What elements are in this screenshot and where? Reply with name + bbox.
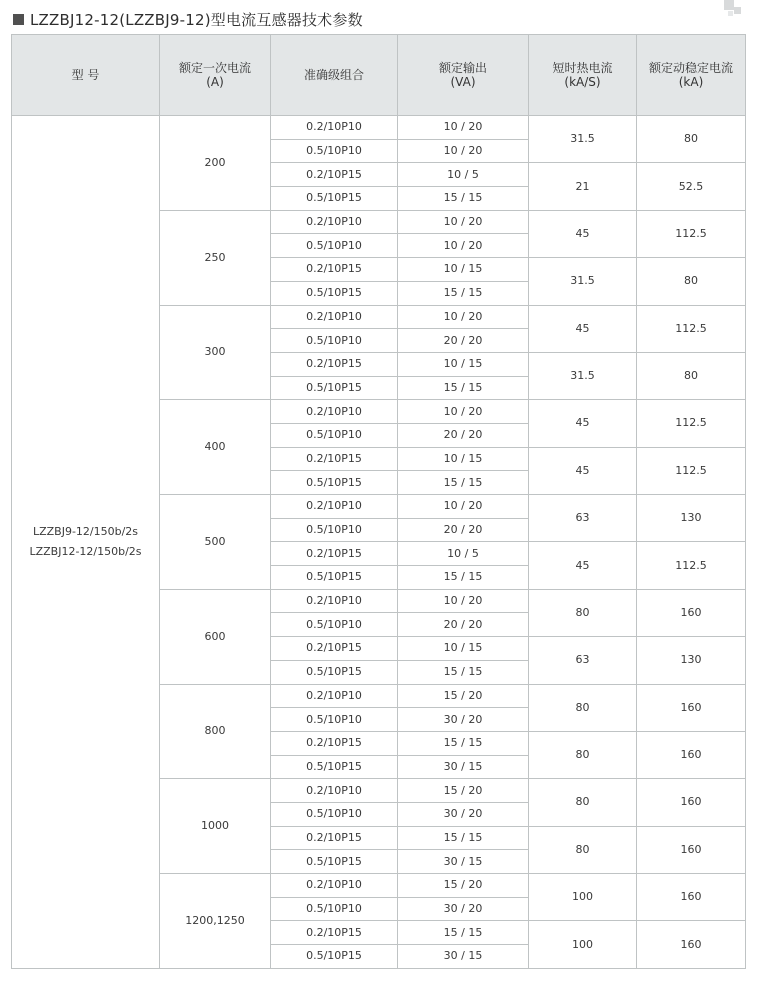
accuracy-cell: 0.2/10P15 [271,921,398,945]
accuracy-cell: 0.5/10P10 [271,139,398,163]
output-cell: 30 / 20 [398,708,529,732]
accuracy-cell: 0.2/10P15 [271,447,398,471]
accuracy-cell: 0.5/10P10 [271,423,398,447]
table-header-row [12,35,746,116]
output-cell: 15 / 15 [398,731,529,755]
dynamic-current-cell: 130 [637,637,746,684]
page-title [13,9,363,29]
output-cell: 15 / 15 [398,921,529,945]
output-cell: 15 / 20 [398,684,529,708]
dynamic-current-cell: 160 [637,779,746,826]
primary-current-cell: 200 [160,116,271,211]
output-cell: 15 / 15 [398,281,529,305]
accuracy-cell: 0.5/10P10 [271,708,398,732]
output-cell: 10 / 20 [398,305,529,329]
accuracy-cell: 0.2/10P10 [271,589,398,613]
accuracy-cell: 0.5/10P15 [271,471,398,495]
thermal-current-cell: 80 [529,731,637,778]
output-cell: 20 / 20 [398,613,529,637]
thermal-current-cell: 31.5 [529,352,637,399]
thermal-current-cell: 45 [529,400,637,447]
thermal-current-cell: 80 [529,779,637,826]
thermal-current-cell: 100 [529,874,637,921]
thermal-current-cell: 80 [529,684,637,731]
accuracy-cell: 0.5/10P15 [271,850,398,874]
dynamic-current-cell: 80 [637,352,746,399]
output-cell: 30 / 15 [398,945,529,969]
output-cell: 15 / 20 [398,874,529,898]
accuracy-cell: 0.2/10P15 [271,542,398,566]
output-cell: 10 / 20 [398,400,529,424]
thermal-current-cell: 100 [529,921,637,968]
output-cell: 10 / 5 [398,542,529,566]
output-cell: 10 / 20 [398,589,529,613]
primary-current-cell: 800 [160,684,271,779]
accuracy-cell: 0.2/10P10 [271,684,398,708]
accuracy-cell: 0.5/10P10 [271,518,398,542]
primary-current-cell: 300 [160,305,271,400]
accuracy-cell: 0.2/10P15 [271,731,398,755]
accuracy-cell: 0.5/10P15 [271,187,398,211]
output-cell: 10 / 15 [398,447,529,471]
accuracy-cell: 0.5/10P10 [271,613,398,637]
output-cell: 15 / 15 [398,376,529,400]
dynamic-current-cell: 130 [637,495,746,542]
dynamic-current-cell: 112.5 [637,542,746,589]
accuracy-cell: 0.5/10P15 [271,281,398,305]
thermal-current-cell: 45 [529,542,637,589]
primary-current-cell: 250 [160,210,271,305]
thermal-current-cell: 63 [529,495,637,542]
dynamic-current-cell: 160 [637,874,746,921]
output-cell: 15 / 15 [398,826,529,850]
accuracy-cell: 0.5/10P10 [271,802,398,826]
dynamic-current-cell: 80 [637,116,746,163]
output-cell: 15 / 15 [398,471,529,495]
accuracy-cell: 0.2/10P10 [271,495,398,519]
output-cell: 20 / 20 [398,423,529,447]
output-cell: 15 / 15 [398,187,529,211]
dynamic-current-cell: 160 [637,684,746,731]
header-primary-current: 额定一次电流 (A) [160,35,271,116]
dynamic-current-cell: 160 [637,589,746,636]
model-line: LZZBJ12-12/150b/2s [29,544,142,558]
accuracy-cell: 0.5/10P15 [271,945,398,969]
output-cell: 20 / 20 [398,329,529,353]
square-bullet-icon [13,14,24,25]
accuracy-cell: 0.2/10P10 [271,874,398,898]
accuracy-cell: 0.5/10P15 [271,660,398,684]
output-cell: 10 / 15 [398,637,529,661]
output-cell: 10 / 15 [398,352,529,376]
output-cell: 30 / 20 [398,802,529,826]
accuracy-cell: 0.2/10P15 [271,258,398,282]
page-title-text: LZZBJ12-12(LZZBJ9-12)型电流互感器技术参数 [30,10,363,29]
output-cell: 30 / 15 [398,755,529,779]
output-cell: 10 / 20 [398,234,529,258]
primary-current-cell: 400 [160,400,271,495]
output-cell: 10 / 20 [398,139,529,163]
accuracy-cell: 0.5/10P10 [271,897,398,921]
output-cell: 15 / 15 [398,660,529,684]
output-cell: 10 / 20 [398,210,529,234]
output-cell: 15 / 20 [398,779,529,803]
header-dynamic-current: 额定动稳定电流 (kA) [637,35,746,116]
thermal-current-cell: 45 [529,305,637,352]
dynamic-current-cell: 112.5 [637,400,746,447]
primary-current-cell: 1000 [160,779,271,874]
accuracy-cell: 0.5/10P15 [271,566,398,590]
header-accuracy: 准确级组合 [271,35,398,116]
model-cell [12,116,160,969]
thermal-current-cell: 45 [529,210,637,257]
corner-decoration-icon [724,0,744,16]
accuracy-cell: 0.2/10P15 [271,826,398,850]
accuracy-cell: 0.2/10P15 [271,352,398,376]
output-cell: 30 / 20 [398,897,529,921]
thermal-current-cell: 45 [529,447,637,494]
primary-current-cell: 1200,1250 [160,874,271,969]
header-model: 型 号 [12,35,160,116]
thermal-current-cell: 21 [529,163,637,210]
accuracy-cell: 0.5/10P15 [271,376,398,400]
dynamic-current-cell: 112.5 [637,305,746,352]
output-cell: 30 / 15 [398,850,529,874]
accuracy-cell: 0.5/10P15 [271,755,398,779]
dynamic-current-cell: 160 [637,921,746,968]
header-output: 额定输出 (VA) [398,35,529,116]
accuracy-cell: 0.2/10P10 [271,305,398,329]
table-row [12,116,746,140]
primary-current-cell: 600 [160,589,271,684]
accuracy-cell: 0.2/10P10 [271,210,398,234]
output-cell: 10 / 15 [398,258,529,282]
thermal-current-cell: 31.5 [529,116,637,163]
dynamic-current-cell: 160 [637,826,746,873]
model-line: LZZBJ9-12/150b/2s [32,524,139,538]
dynamic-current-cell: 112.5 [637,447,746,494]
spec-table [11,34,746,969]
thermal-current-cell: 31.5 [529,258,637,305]
output-cell: 10 / 20 [398,116,529,140]
header-thermal-current: 短时热电流 (kA/S) [529,35,637,116]
output-cell: 10 / 20 [398,495,529,519]
output-cell: 20 / 20 [398,518,529,542]
thermal-current-cell: 80 [529,826,637,873]
accuracy-cell: 0.2/10P15 [271,637,398,661]
dynamic-current-cell: 112.5 [637,210,746,257]
accuracy-cell: 0.2/10P10 [271,779,398,803]
thermal-current-cell: 63 [529,637,637,684]
accuracy-cell: 0.2/10P10 [271,116,398,140]
dynamic-current-cell: 52.5 [637,163,746,210]
dynamic-current-cell: 80 [637,258,746,305]
accuracy-cell: 0.2/10P15 [271,163,398,187]
output-cell: 10 / 5 [398,163,529,187]
thermal-current-cell: 80 [529,589,637,636]
output-cell: 15 / 15 [398,566,529,590]
accuracy-cell: 0.5/10P10 [271,234,398,258]
dynamic-current-cell: 160 [637,731,746,778]
accuracy-cell: 0.2/10P10 [271,400,398,424]
accuracy-cell: 0.5/10P10 [271,329,398,353]
primary-current-cell: 500 [160,495,271,590]
